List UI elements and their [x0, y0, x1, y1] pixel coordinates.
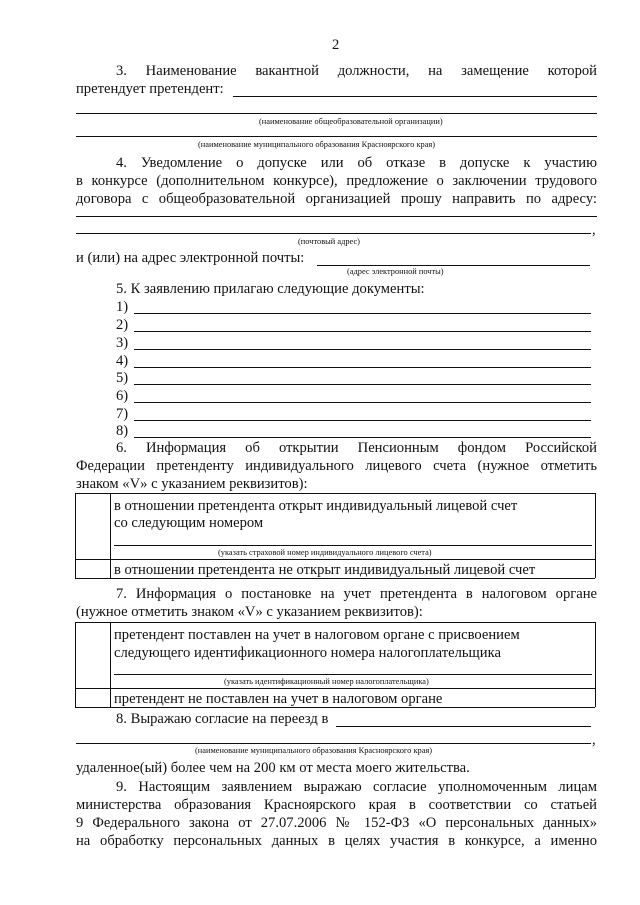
doc-item-7: 7) — [116, 406, 129, 422]
item3-line1: 3. Наименование вакантной должности, на замещение которой — [116, 63, 597, 79]
item9-line3: 9 Федерального закона от 27.07.2006 № 152-ФЗ «О персональных данных» — [76, 815, 597, 831]
doc-item-2: 2) — [116, 317, 129, 333]
item7-checkbox-not-registered[interactable] — [76, 689, 110, 707]
item8-place-line1[interactable] — [336, 726, 591, 727]
item8-line2: удаленное(ый) более чем на 200 км от места моего жительства. — [76, 760, 470, 776]
item5-heading: 5. К заявлению прилагаю следующие документы: — [116, 281, 425, 297]
doc-line-6 — [134, 402, 591, 403]
doc-line-5 — [134, 384, 591, 385]
item4-comma: , — [592, 222, 596, 238]
item4-address-line2 — [76, 233, 591, 234]
item3-municipality-line — [76, 136, 597, 137]
doc-line-2 — [134, 331, 591, 332]
item3-school-line — [76, 113, 597, 114]
item8-comma: , — [592, 732, 596, 748]
item9-line1: 9. Настоящим заявлением выражаю согласие уполномоченным лицам — [116, 779, 597, 795]
doc-item-8: 8) — [116, 423, 129, 439]
item3-line2: претендует претендент: — [76, 81, 224, 97]
doc-line-4 — [134, 367, 591, 368]
item4-line3: договора с общеобразовательной организацией прошу направить по адресу: — [76, 191, 597, 207]
item7-opt1-line1: претендент поставлен на учет в налоговом органе с присвоением — [114, 627, 520, 643]
item6-checkbox-not-opened[interactable] — [76, 560, 110, 578]
item7-opt2: претендент не поставлен на учет в налоговом органе — [114, 691, 443, 707]
item9-line2: министерства образования Красноярского края в соответствии со статьей — [76, 797, 597, 813]
item7-opt1-line2: следующего идентификационного номера налогоплательщика — [114, 645, 501, 661]
item6-opt1-line2: со следующим номером — [114, 515, 264, 531]
doc-item-5: 5) — [116, 370, 129, 386]
item8-place-line2[interactable] — [76, 743, 591, 744]
item6-line3: знаком «V» с указанием реквизитов): — [76, 476, 308, 492]
doc-line-3 — [134, 349, 591, 350]
doc-item-1: 1) — [116, 299, 129, 315]
doc-line-1 — [134, 313, 591, 314]
item4-caption-email: (адрес электронной почты) — [347, 267, 444, 276]
item7-line1: 7. Информация о постановке на учет претендента в налоговом органе — [116, 586, 597, 602]
item6-opt1-line1: в отношении претендента открыт индивидуальный лицевой счет — [114, 498, 518, 514]
item7-inn-line[interactable] — [114, 674, 592, 675]
item4-email-line — [317, 265, 590, 266]
item3-caption-school: (наименование общеобразовательной организации) — [259, 117, 443, 126]
item4-caption-postal: (почтовый адрес) — [298, 237, 360, 246]
item6-checkbox-opened[interactable] — [76, 494, 110, 559]
doc-item-3: 3) — [116, 335, 129, 351]
doc-line-8 — [134, 437, 591, 438]
item6-line1: 6. Информация об открытии Пенсионным фондом Российской — [116, 440, 597, 456]
item7-checkbox-registered[interactable] — [76, 623, 110, 688]
item4-address-line1 — [76, 216, 597, 217]
item6-opt1-caption: (указать страховой номер индивидуального лицевого счета) — [218, 548, 432, 557]
item8-line1: 8. Выражаю согласие на переезд в — [116, 711, 329, 727]
item7-opt1-caption: (указать идентификационный номер налогоплательщика) — [224, 677, 429, 686]
item4-line1: 4. Уведомление о допуске или об отказе в допуске к участию — [116, 155, 597, 171]
item6-snils-line[interactable] — [114, 545, 592, 546]
item3-position-line — [233, 96, 597, 97]
item6-opt2: в отношении претендента не открыт индивидуальный лицевой счет — [114, 562, 536, 578]
item3-caption-municipality: (наименование муниципального образования Красноярского края) — [198, 140, 436, 149]
item8-caption: (наименование муниципального образования Красноярского края) — [195, 746, 433, 755]
doc-item-6: 6) — [116, 388, 129, 404]
item7-line2: (нужное отметить знаком «V» с указанием реквизитов): — [76, 604, 423, 620]
item4-email-label: и (или) на адрес электронной почты: — [76, 250, 305, 266]
page-number: 2 — [332, 37, 340, 53]
item6-line2: Федерации претенденту индивидуального лицевого счета (нужное отметить — [76, 458, 597, 474]
item9-line4: на обработку персональных данных в целях участия в конкурсе, а именно — [76, 833, 597, 849]
doc-item-4: 4) — [116, 353, 129, 369]
doc-line-7 — [134, 420, 591, 421]
item4-line2: в конкурсе (дополнительном конкурсе), предложение о заключении трудового — [76, 173, 597, 189]
